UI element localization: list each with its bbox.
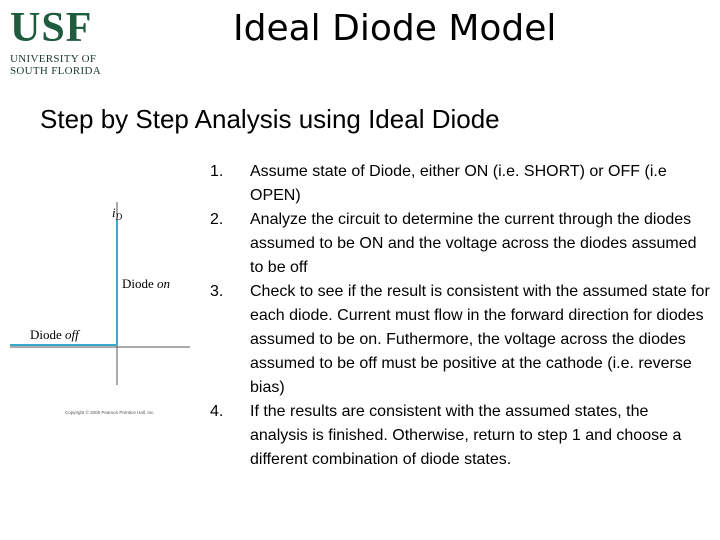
slide-title: Ideal Diode Model <box>233 8 557 49</box>
step-number: 4. <box>210 403 224 420</box>
logo-mark: USF <box>10 5 93 51</box>
copyright-text: Copyright © 2005 Pearson Prentice Hall, Inc. <box>65 410 155 415</box>
step-item <box>210 208 710 280</box>
usf-logo <box>8 6 108 76</box>
step-text: Check to see if the result is consistent with the assumed state for each diode. Current must flow in the forward direction for diodes assumed to be on. Futhermore, the voltage across the diodes assumed to be off must be positive at the cathode (i.e. reverse bias) <box>250 283 710 396</box>
iv-characteristic-svg <box>10 200 190 430</box>
step-text: If the results are consistent with the assumed states, the analysis is finished. Otherwise, return to step 1 and choose a different combination of diode states. <box>250 403 682 468</box>
diode-off-label: Diode off <box>30 327 79 342</box>
diode-on-label: Diode on <box>122 276 171 291</box>
slide-subtitle: Step by Step Analysis using Ideal Diode <box>40 104 500 134</box>
ideal-diode-iv-figure <box>10 200 190 430</box>
step-number: 1. <box>210 163 224 180</box>
step-item <box>210 160 710 208</box>
steps-list <box>210 160 710 472</box>
step-number: 3. <box>210 283 224 300</box>
step-item <box>210 400 710 472</box>
step-item <box>210 280 710 400</box>
step-number: 2. <box>210 211 224 228</box>
step-text: Analyze the circuit to determine the current through the diodes assumed to be ON and the voltage across the diodes assumed to be off <box>250 211 697 276</box>
current-axis-label: $i_D$ <box>112 205 123 222</box>
logo-line-1: UNIVERSITY OF <box>10 53 97 65</box>
logo-line-2: SOUTH FLORIDA <box>10 65 101 77</box>
step-text: Assume state of Diode, either ON (i.e. SHORT) or OFF (i.e OPEN) <box>250 163 667 204</box>
